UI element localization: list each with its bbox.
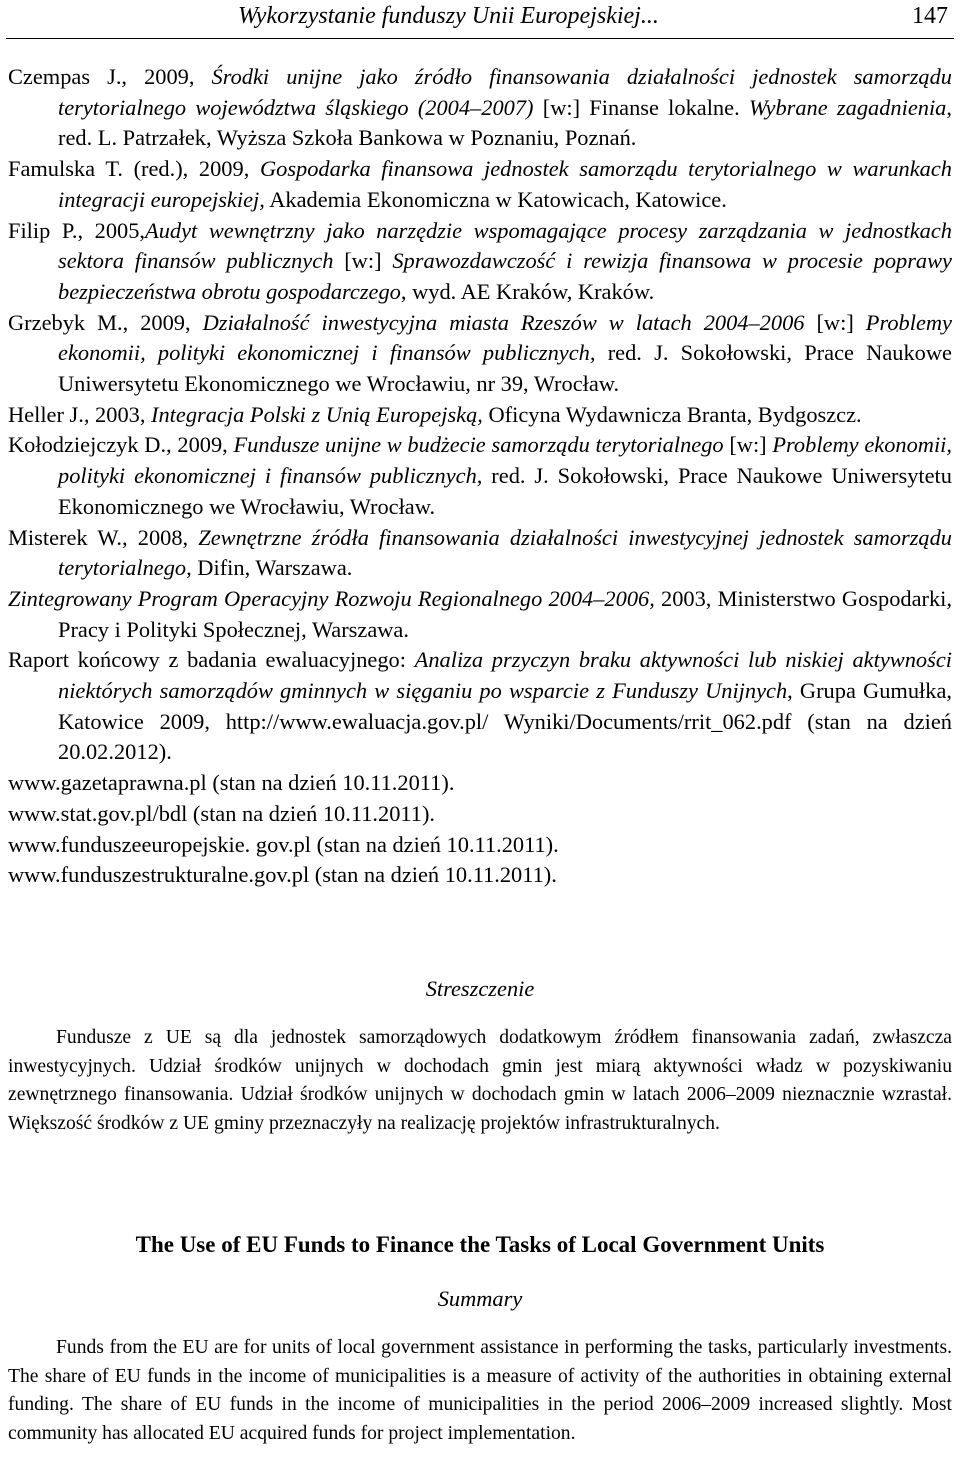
ref-url: www.funduszestrukturalne.gov.pl (stan na dzień 10.11.2011).: [8, 862, 557, 888]
summary-heading: Summary: [437, 1286, 523, 1311]
reference-item: [8, 62, 952, 154]
ref-text: Akademia Ekonomiczna w Katowicach, Katowice.: [264, 186, 727, 212]
reference-item: [8, 523, 952, 584]
reference-item: [8, 430, 952, 522]
ref-title-2: Problemy ekonomii, polityki ekonomicznej i finansów publicznych,: [58, 432, 952, 489]
header-rule: [6, 38, 954, 39]
reference-item: [8, 645, 952, 768]
ref-title: Zintegrowany Program Operacyjny Rozwoju Regionalnego 2004–2006,: [8, 585, 655, 611]
ref-publisher: red. J. Sokołowski, Prace Naukowe Uniwersytetu Ekonomicznego we Wrocławiu, Wrocław.: [58, 463, 952, 519]
ref-title: Gospodarka finansowa jednostek samorządu terytorialnego w warunkach integracji europejskiej,: [58, 156, 952, 212]
ref-publisher: , red. L. Patrzałek, Wyższa Szkoła Bankowa w Poznaniu, Poznań.: [58, 94, 952, 151]
ref-author: Grzebyk M., 2009,: [8, 309, 203, 335]
english-title: The Use of EU Funds to Finance the Tasks of Local Government Units: [135, 1232, 825, 1257]
ref-title-2: Problemy ekonomii, polityki ekonomicznej i finansów publicznych,: [58, 309, 952, 366]
ref-text: 2003, Ministerstwo Gospodarki, Pracy i Polityki Społecznej, Warszawa.: [58, 585, 952, 642]
ref-author: Raport końcowy z badania ewaluacyjnego:: [8, 647, 415, 673]
ref-author: Filip P., 2005,: [8, 217, 146, 243]
page-number: 147: [912, 3, 948, 29]
ref-text: [w:]: [804, 309, 866, 335]
ref-text: Difin, Warszawa.: [191, 555, 353, 581]
streszczenie-heading: Streszczenie: [425, 976, 535, 1001]
reference-item: [8, 768, 952, 799]
ref-author: Heller J., 2003,: [8, 401, 152, 427]
reference-item: [8, 308, 952, 400]
reference-item: [8, 216, 952, 308]
reference-item: [8, 799, 952, 830]
ref-title: Analiza przyczyn braku aktywności lub niskiej aktywności niektórych samorządów gminnych w sięganiu po wsparcie z Funduszy Unijnych: [58, 647, 952, 704]
ref-author: Kołodziejczyk D., 2009,: [8, 432, 234, 458]
streszczenie-text: Fundusze z UE są dla jednostek samorządowych dodatkowym źródłem finansowania zadań, zwłaszcza inwestycyjnych. Udział środków unijnych w dochodach gmin jest miarą aktywności władz w pozyskiwaniu zewnętrznego finansowania. Udział środków unijnych w dochodach gmin w latach 2006–2009 nieznacznie wzrastał. Większość środków z UE gminy przeznaczyły na realizację projektów infrastrukturalnych.: [8, 1027, 952, 1134]
ref-title-2: Wybrane zagadnienia: [748, 94, 947, 120]
reference-list: [8, 62, 952, 891]
ref-publisher: , wyd. AE Kraków, Kraków.: [400, 278, 655, 304]
ref-title: Środki unijne jako źródło finansowania działalności jednostek samorządu terytorialnego województwa śląskiego (2004–2007): [58, 64, 952, 120]
reference-item: [8, 830, 952, 861]
ref-title-2: Sprawozdawczość i rewizja finansowa w procesie poprawy bezpieczeństwa obrotu gospodarczego: [58, 248, 952, 304]
reference-item: [8, 584, 952, 645]
ref-publisher: red. J. Sokołowski, Prace Naukowe Uniwersytetu Ekonomicznego we Wrocławiu, nr 39, Wrocław.: [58, 340, 952, 397]
reference-item: [8, 400, 952, 431]
ref-author: Famulska T. (red.), 2009,: [8, 156, 260, 182]
ref-url: www.gazetaprawna.pl (stan na dzień 10.11.2011).: [8, 770, 455, 796]
ref-text: [w:] Finanse lokalne.: [533, 94, 749, 120]
ref-url: www.stat.gov.pl/bdl (stan na dzień 10.11.2011).: [8, 800, 436, 826]
ref-title: Zewnętrzne źródła finansowania działalności inwestycyjnej jednostek samorządu terytorialnego,: [58, 524, 952, 581]
ref-author: Misterek W., 2008,: [8, 524, 199, 550]
ref-text: , Grupa Gumułka, Katowice 2009, http://www.ewaluacja.gov.pl/ Wyniki/Documents/rrit_062.pdf (stan na dzień 20.02.2012).: [58, 678, 952, 765]
reference-item: [8, 154, 952, 215]
running-header: [0, 0, 960, 44]
running-title: Wykorzystanie funduszy Unii Europejskiej...: [238, 3, 659, 29]
ref-text: Oficyna Wydawnicza Branta, Bydgoszcz.: [482, 401, 862, 427]
reference-item: [8, 860, 952, 891]
ref-title: Fundusze unijne w budżecie samorządu terytorialnego: [233, 432, 724, 458]
summary-text: Funds from the EU are for units of local government assistance in performing the tasks, particularly investments. The share of EU funds in the income of municipalities is a measure of activity of the authorities in obtaining external funding. The share of EU funds in the income of municipalities in the period 2006–2009 increased slightly. Most community has allocated EU acquired funds for project implementation.: [8, 1337, 952, 1444]
ref-title: Działalność inwestycyjna miasta Rzeszów w latach 2004–2006: [202, 309, 805, 335]
ref-text: [w:]: [333, 248, 393, 274]
ref-author: Czempas J., 2009,: [8, 64, 212, 89]
ref-title: Audyt wewnętrzny jako narzędzie wspomagające procesy zarządzania w jednostkach sektora finansów publicznych: [58, 217, 952, 274]
ref-text: [w:]: [723, 432, 773, 458]
ref-title: Integracja Polski z Unią Europejską,: [151, 401, 483, 427]
ref-url: www.funduszeeuropejskie. gov.pl (stan na dzień 10.11.2011).: [8, 831, 559, 857]
